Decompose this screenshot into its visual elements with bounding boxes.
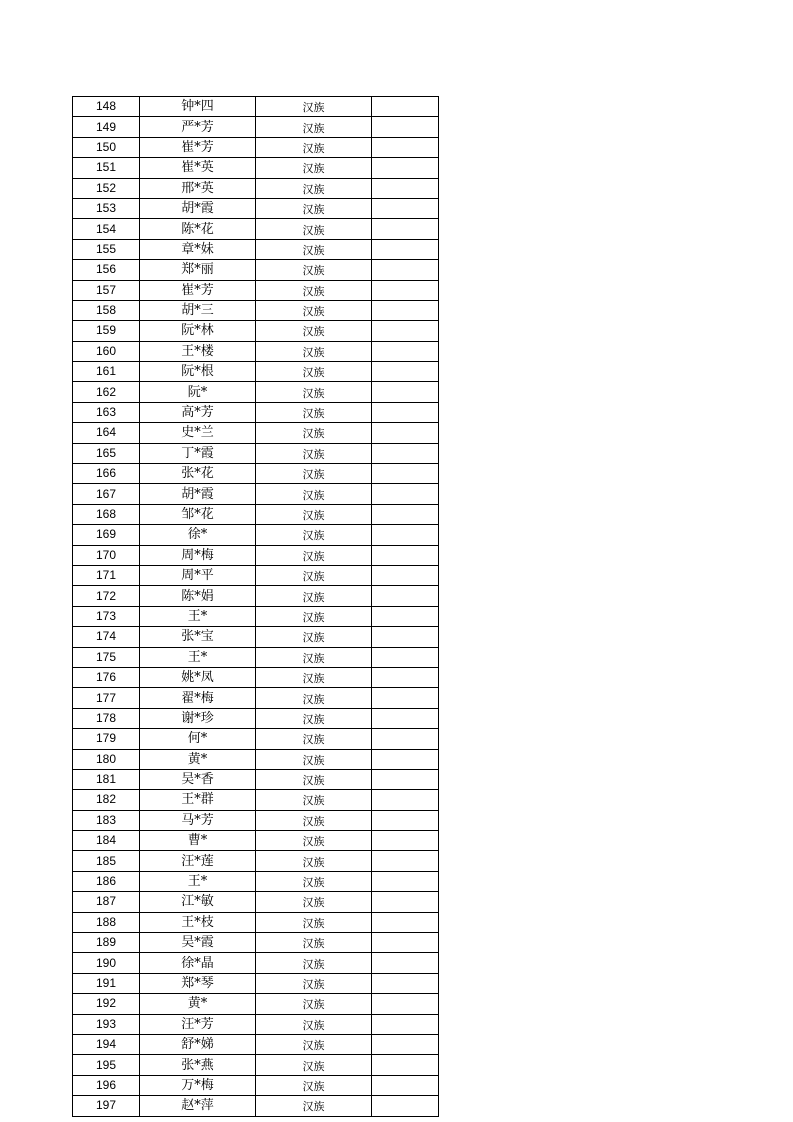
ethnicity-cell: 汉族 (256, 260, 372, 280)
ethnicity-cell: 汉族 (256, 117, 372, 137)
table-row (73, 464, 439, 484)
row-number-cell: 181 (73, 769, 140, 789)
table-row (73, 769, 439, 789)
note-cell (372, 484, 439, 504)
note-cell (372, 117, 439, 137)
person-name-cell: 王*楼 (140, 341, 256, 361)
note-cell (372, 667, 439, 687)
ethnicity-cell: 汉族 (256, 871, 372, 891)
note-cell (372, 137, 439, 157)
person-name-cell: 郑*丽 (140, 260, 256, 280)
person-name-cell: 周*梅 (140, 545, 256, 565)
person-name-cell: 何* (140, 729, 256, 749)
table-row (73, 933, 439, 953)
ethnicity-cell: 汉族 (256, 565, 372, 585)
row-number-cell: 183 (73, 810, 140, 830)
table-row (73, 239, 439, 259)
ethnicity-cell: 汉族 (256, 1096, 372, 1116)
ethnicity-cell: 汉族 (256, 443, 372, 463)
note-cell (372, 912, 439, 932)
note-cell (372, 708, 439, 728)
row-number-cell: 178 (73, 708, 140, 728)
note-cell (372, 973, 439, 993)
row-number-cell: 192 (73, 994, 140, 1014)
ethnicity-cell: 汉族 (256, 586, 372, 606)
note-cell (372, 219, 439, 239)
table-row (73, 321, 439, 341)
person-name-cell: 黄* (140, 994, 256, 1014)
person-name-cell: 舒*娣 (140, 1034, 256, 1054)
row-number-cell: 168 (73, 504, 140, 524)
row-number-cell: 195 (73, 1055, 140, 1075)
table-row (73, 137, 439, 157)
row-number-cell: 175 (73, 647, 140, 667)
row-number-cell: 169 (73, 525, 140, 545)
ethnicity-cell: 汉族 (256, 97, 372, 117)
ethnicity-cell: 汉族 (256, 321, 372, 341)
note-cell (372, 464, 439, 484)
table-row (73, 749, 439, 769)
note-cell (372, 933, 439, 953)
person-name-cell: 曹* (140, 831, 256, 851)
table-row (73, 341, 439, 361)
person-name-cell: 徐* (140, 525, 256, 545)
table-row (73, 260, 439, 280)
ethnicity-cell: 汉族 (256, 1055, 372, 1075)
table-row (73, 525, 439, 545)
person-name-cell: 陈*花 (140, 219, 256, 239)
note-cell (372, 260, 439, 280)
note-cell (372, 769, 439, 789)
ethnicity-cell: 汉族 (256, 484, 372, 504)
ethnicity-cell: 汉族 (256, 545, 372, 565)
ethnicity-cell: 汉族 (256, 729, 372, 749)
ethnicity-cell: 汉族 (256, 219, 372, 239)
table-row (73, 402, 439, 422)
table-row (73, 1096, 439, 1116)
table-row (73, 953, 439, 973)
person-name-cell: 史*兰 (140, 423, 256, 443)
person-name-cell: 钟*四 (140, 97, 256, 117)
row-number-cell: 182 (73, 790, 140, 810)
ethnicity-cell: 汉族 (256, 769, 372, 789)
table-row (73, 219, 439, 239)
note-cell (372, 300, 439, 320)
person-name-cell: 张*花 (140, 464, 256, 484)
ethnicity-cell: 汉族 (256, 504, 372, 524)
note-cell (372, 178, 439, 198)
row-number-cell: 155 (73, 239, 140, 259)
note-cell (372, 97, 439, 117)
table-row (73, 382, 439, 402)
note-cell (372, 871, 439, 891)
ethnicity-cell: 汉族 (256, 525, 372, 545)
person-name-cell: 郑*琴 (140, 973, 256, 993)
ethnicity-cell: 汉族 (256, 994, 372, 1014)
note-cell (372, 627, 439, 647)
note-cell (372, 688, 439, 708)
row-number-cell: 163 (73, 402, 140, 422)
table-row (73, 790, 439, 810)
note-cell (372, 565, 439, 585)
row-number-cell: 170 (73, 545, 140, 565)
ethnicity-cell: 汉族 (256, 831, 372, 851)
row-number-cell: 188 (73, 912, 140, 932)
row-number-cell: 165 (73, 443, 140, 463)
person-name-cell: 阮*林 (140, 321, 256, 341)
note-cell (372, 1014, 439, 1034)
note-cell (372, 831, 439, 851)
row-number-cell: 174 (73, 627, 140, 647)
table-row (73, 443, 439, 463)
table-row (73, 545, 439, 565)
table-row (73, 198, 439, 218)
ethnicity-cell: 汉族 (256, 402, 372, 422)
ethnicity-cell: 汉族 (256, 178, 372, 198)
table-row (73, 484, 439, 504)
person-name-cell: 张*燕 (140, 1055, 256, 1075)
person-name-cell: 谢*珍 (140, 708, 256, 728)
person-name-cell: 王* (140, 606, 256, 626)
ethnicity-cell: 汉族 (256, 423, 372, 443)
person-name-cell: 崔*芳 (140, 137, 256, 157)
row-number-cell: 184 (73, 831, 140, 851)
ethnicity-cell: 汉族 (256, 973, 372, 993)
table-row (73, 362, 439, 382)
table-row (73, 831, 439, 851)
person-name-cell: 徐*晶 (140, 953, 256, 973)
person-name-cell: 吴*霞 (140, 933, 256, 953)
row-number-cell: 179 (73, 729, 140, 749)
note-cell (372, 892, 439, 912)
ethnicity-cell: 汉族 (256, 158, 372, 178)
note-cell (372, 647, 439, 667)
note-cell (372, 994, 439, 1014)
note-cell (372, 321, 439, 341)
person-name-cell: 严*芳 (140, 117, 256, 137)
person-name-cell: 陈*娟 (140, 586, 256, 606)
table-row (73, 994, 439, 1014)
person-name-cell: 胡*三 (140, 300, 256, 320)
row-number-cell: 197 (73, 1096, 140, 1116)
table-row (73, 851, 439, 871)
table-row (73, 97, 439, 117)
ethnicity-cell: 汉族 (256, 810, 372, 830)
person-name-cell: 阮*根 (140, 362, 256, 382)
note-cell (372, 280, 439, 300)
ethnicity-cell: 汉族 (256, 790, 372, 810)
person-name-cell: 胡*霞 (140, 198, 256, 218)
ethnicity-cell: 汉族 (256, 464, 372, 484)
ethnicity-cell: 汉族 (256, 667, 372, 687)
row-number-cell: 162 (73, 382, 140, 402)
table-row (73, 627, 439, 647)
table-row (73, 1055, 439, 1075)
note-cell (372, 443, 439, 463)
table-row (73, 871, 439, 891)
person-name-cell: 周*平 (140, 565, 256, 585)
ethnicity-cell: 汉族 (256, 1075, 372, 1095)
row-number-cell: 194 (73, 1034, 140, 1054)
row-number-cell: 160 (73, 341, 140, 361)
table-row (73, 565, 439, 585)
ethnicity-cell: 汉族 (256, 688, 372, 708)
row-number-cell: 157 (73, 280, 140, 300)
note-cell (372, 362, 439, 382)
ethnicity-cell: 汉族 (256, 933, 372, 953)
ethnicity-cell: 汉族 (256, 606, 372, 626)
row-number-cell: 148 (73, 97, 140, 117)
note-cell (372, 1034, 439, 1054)
person-name-cell: 胡*霞 (140, 484, 256, 504)
note-cell (372, 504, 439, 524)
row-number-cell: 186 (73, 871, 140, 891)
person-name-cell: 黄* (140, 749, 256, 769)
person-name-cell: 崔*芳 (140, 280, 256, 300)
row-number-cell: 158 (73, 300, 140, 320)
table-row (73, 892, 439, 912)
note-cell (372, 606, 439, 626)
note-cell (372, 341, 439, 361)
table-row (73, 973, 439, 993)
ethnicity-cell: 汉族 (256, 892, 372, 912)
ethnicity-cell: 汉族 (256, 362, 372, 382)
row-number-cell: 191 (73, 973, 140, 993)
note-cell (372, 382, 439, 402)
person-name-cell: 汪*芳 (140, 1014, 256, 1034)
table-row (73, 158, 439, 178)
table-row (73, 1014, 439, 1034)
note-cell (372, 1096, 439, 1116)
ethnicity-cell: 汉族 (256, 953, 372, 973)
note-cell (372, 525, 439, 545)
person-name-cell: 邹*花 (140, 504, 256, 524)
row-number-cell: 152 (73, 178, 140, 198)
person-name-cell: 崔*英 (140, 158, 256, 178)
ethnicity-cell: 汉族 (256, 627, 372, 647)
row-number-cell: 193 (73, 1014, 140, 1034)
name-list-body (73, 97, 439, 1117)
ethnicity-cell: 汉族 (256, 280, 372, 300)
row-number-cell: 187 (73, 892, 140, 912)
table-row (73, 423, 439, 443)
table-row (73, 912, 439, 932)
person-name-cell: 阮* (140, 382, 256, 402)
table-row (73, 810, 439, 830)
person-name-cell: 邢*英 (140, 178, 256, 198)
ethnicity-cell: 汉族 (256, 708, 372, 728)
name-list-table (72, 96, 439, 1117)
ethnicity-cell: 汉族 (256, 382, 372, 402)
row-number-cell: 172 (73, 586, 140, 606)
ethnicity-cell: 汉族 (256, 912, 372, 932)
row-number-cell: 190 (73, 953, 140, 973)
note-cell (372, 851, 439, 871)
person-name-cell: 马*芳 (140, 810, 256, 830)
table-row (73, 1075, 439, 1095)
table-row (73, 647, 439, 667)
person-name-cell: 王* (140, 647, 256, 667)
ethnicity-cell: 汉族 (256, 851, 372, 871)
row-number-cell: 164 (73, 423, 140, 443)
ethnicity-cell: 汉族 (256, 647, 372, 667)
table-row (73, 606, 439, 626)
ethnicity-cell: 汉族 (256, 341, 372, 361)
note-cell (372, 1055, 439, 1075)
row-number-cell: 196 (73, 1075, 140, 1095)
ethnicity-cell: 汉族 (256, 1014, 372, 1034)
note-cell (372, 198, 439, 218)
row-number-cell: 185 (73, 851, 140, 871)
row-number-cell: 171 (73, 565, 140, 585)
row-number-cell: 177 (73, 688, 140, 708)
table-row (73, 708, 439, 728)
person-name-cell: 赵*萍 (140, 1096, 256, 1116)
note-cell (372, 810, 439, 830)
row-number-cell: 173 (73, 606, 140, 626)
row-number-cell: 150 (73, 137, 140, 157)
person-name-cell: 王* (140, 871, 256, 891)
ethnicity-cell: 汉族 (256, 239, 372, 259)
person-name-cell: 汪*莲 (140, 851, 256, 871)
person-name-cell: 王*群 (140, 790, 256, 810)
person-name-cell: 翟*梅 (140, 688, 256, 708)
note-cell (372, 239, 439, 259)
note-cell (372, 729, 439, 749)
row-number-cell: 166 (73, 464, 140, 484)
row-number-cell: 161 (73, 362, 140, 382)
row-number-cell: 153 (73, 198, 140, 218)
row-number-cell: 151 (73, 158, 140, 178)
person-name-cell: 姚*凤 (140, 667, 256, 687)
row-number-cell: 159 (73, 321, 140, 341)
ethnicity-cell: 汉族 (256, 198, 372, 218)
person-name-cell: 吴*香 (140, 769, 256, 789)
table-row (73, 1034, 439, 1054)
note-cell (372, 790, 439, 810)
note-cell (372, 749, 439, 769)
table-row (73, 117, 439, 137)
note-cell (372, 423, 439, 443)
person-name-cell: 江*敏 (140, 892, 256, 912)
row-number-cell: 176 (73, 667, 140, 687)
person-name-cell: 万*梅 (140, 1075, 256, 1095)
table-row (73, 667, 439, 687)
ethnicity-cell: 汉族 (256, 749, 372, 769)
ethnicity-cell: 汉族 (256, 1034, 372, 1054)
note-cell (372, 158, 439, 178)
person-name-cell: 王*枝 (140, 912, 256, 932)
row-number-cell: 167 (73, 484, 140, 504)
row-number-cell: 149 (73, 117, 140, 137)
person-name-cell: 章*妹 (140, 239, 256, 259)
person-name-cell: 张*宝 (140, 627, 256, 647)
person-name-cell: 高*芳 (140, 402, 256, 422)
table-row (73, 280, 439, 300)
note-cell (372, 402, 439, 422)
note-cell (372, 545, 439, 565)
table-row (73, 300, 439, 320)
row-number-cell: 189 (73, 933, 140, 953)
ethnicity-cell: 汉族 (256, 300, 372, 320)
person-name-cell: 丁*霞 (140, 443, 256, 463)
table-row (73, 178, 439, 198)
ethnicity-cell: 汉族 (256, 137, 372, 157)
row-number-cell: 154 (73, 219, 140, 239)
table-row (73, 729, 439, 749)
note-cell (372, 586, 439, 606)
table-row (73, 688, 439, 708)
note-cell (372, 1075, 439, 1095)
table-row (73, 504, 439, 524)
table-row (73, 586, 439, 606)
note-cell (372, 953, 439, 973)
row-number-cell: 180 (73, 749, 140, 769)
row-number-cell: 156 (73, 260, 140, 280)
